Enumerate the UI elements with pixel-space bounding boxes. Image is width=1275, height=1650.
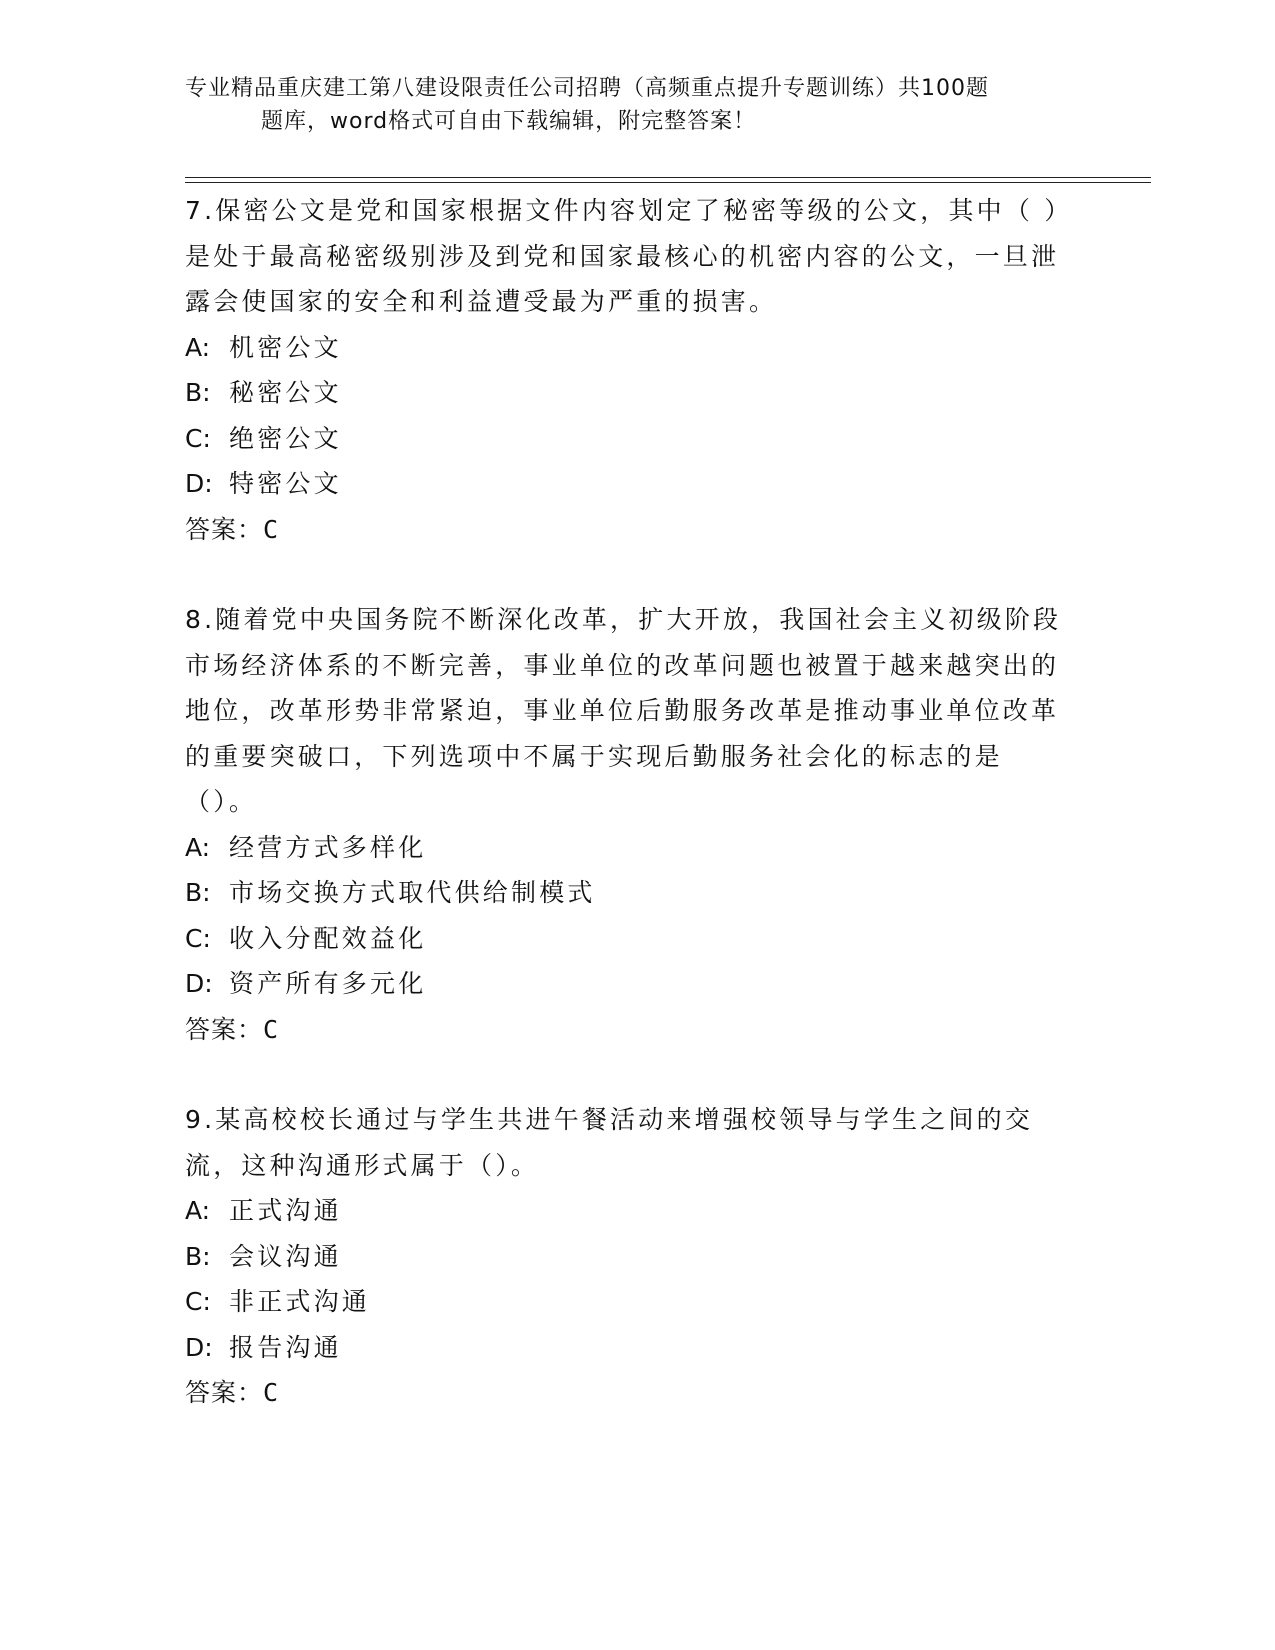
option-d — [185, 961, 1065, 1007]
answer-line — [185, 1370, 1065, 1416]
answer-label: 答案： — [185, 514, 264, 544]
option-text: 收入分配效益化 — [229, 923, 427, 953]
option-letter: A: — [185, 332, 211, 362]
option-text: 报告沟通 — [229, 1332, 342, 1362]
option-b — [185, 1234, 1065, 1280]
option-letter: C: — [185, 923, 211, 953]
question-stem: 9.某高校校长通过与学生共进午餐活动来增强校领导与学生之间的交流，这种沟通形式属于（）。 — [185, 1105, 1034, 1180]
question-list — [185, 188, 1065, 1461]
option-letter: B: — [185, 378, 211, 407]
option-d — [185, 1325, 1065, 1371]
question-9 — [185, 1097, 1065, 1416]
option-letter: D: — [185, 469, 213, 498]
answer-line — [185, 507, 1065, 553]
question-7 — [185, 188, 1065, 552]
option-letter: D: — [185, 969, 213, 998]
question-stem: 8.随着党中央国务院不断深化改革，扩大开放，我国社会主义初级阶段市场经济体系的不断完善，事业单位的改革问题也被置于越来越突出的地位，改革形势非常紧迫，事业单位后勤服务改革是推动事业单位改革的重要突破口，下列选项中不属于实现后勤服务社会化的标志的是（）。 — [185, 605, 1062, 816]
option-text: 非正式沟通 — [229, 1287, 371, 1316]
option-text: 经营方式多样化 — [229, 832, 427, 862]
answer-label: 答案： — [185, 1014, 264, 1044]
option-b — [185, 370, 1065, 416]
option-text: 资产所有多元化 — [229, 969, 427, 998]
answer-line — [185, 1007, 1065, 1053]
question-stem: 7.保密公文是党和国家根据文件内容划定了秘密等级的公文，其中（ ）是处于最高秘密级别涉及到党和国家最核心的机密内容的公文，一旦泄露会使国家的安全和利益遭受最为严重的损害。 — [185, 196, 1060, 316]
option-b — [185, 870, 1065, 916]
answer-label: 答案： — [185, 1378, 264, 1407]
option-c — [185, 416, 1065, 462]
option-text: 正式沟通 — [229, 1196, 342, 1225]
question-8 — [185, 597, 1065, 1052]
option-letter: A: — [185, 1196, 211, 1225]
header-divider-bottom — [185, 182, 1151, 183]
option-a — [185, 825, 1065, 871]
option-a — [185, 325, 1065, 371]
option-text: 会议沟通 — [229, 1241, 342, 1271]
option-text: 绝密公文 — [229, 423, 342, 453]
header-title-line-1: 专业精品重庆建工第八建设限责任公司招聘（高频重点提升专题训练）共100题 — [185, 76, 989, 101]
answer-value: C — [263, 514, 279, 544]
option-letter: D: — [185, 1332, 213, 1362]
option-letter: C: — [185, 423, 211, 453]
option-c — [185, 1279, 1065, 1325]
option-c — [185, 916, 1065, 962]
option-letter: B: — [185, 878, 211, 907]
header-divider-top — [185, 177, 1151, 178]
option-text: 机密公文 — [229, 332, 342, 362]
option-text: 秘密公文 — [229, 378, 342, 407]
option-letter: A: — [185, 832, 211, 862]
option-text: 特密公文 — [229, 469, 342, 498]
option-a — [185, 1188, 1065, 1234]
header-title-line-2: 题库，word格式可自由下载编辑，附完整答案！ — [261, 109, 757, 134]
option-letter: C: — [185, 1287, 211, 1316]
option-letter: B: — [185, 1241, 211, 1271]
answer-value: C — [263, 1014, 279, 1044]
option-d — [185, 461, 1065, 507]
option-text: 市场交换方式取代供给制模式 — [229, 878, 596, 907]
document-header — [185, 72, 1065, 138]
answer-value: C — [263, 1378, 279, 1407]
